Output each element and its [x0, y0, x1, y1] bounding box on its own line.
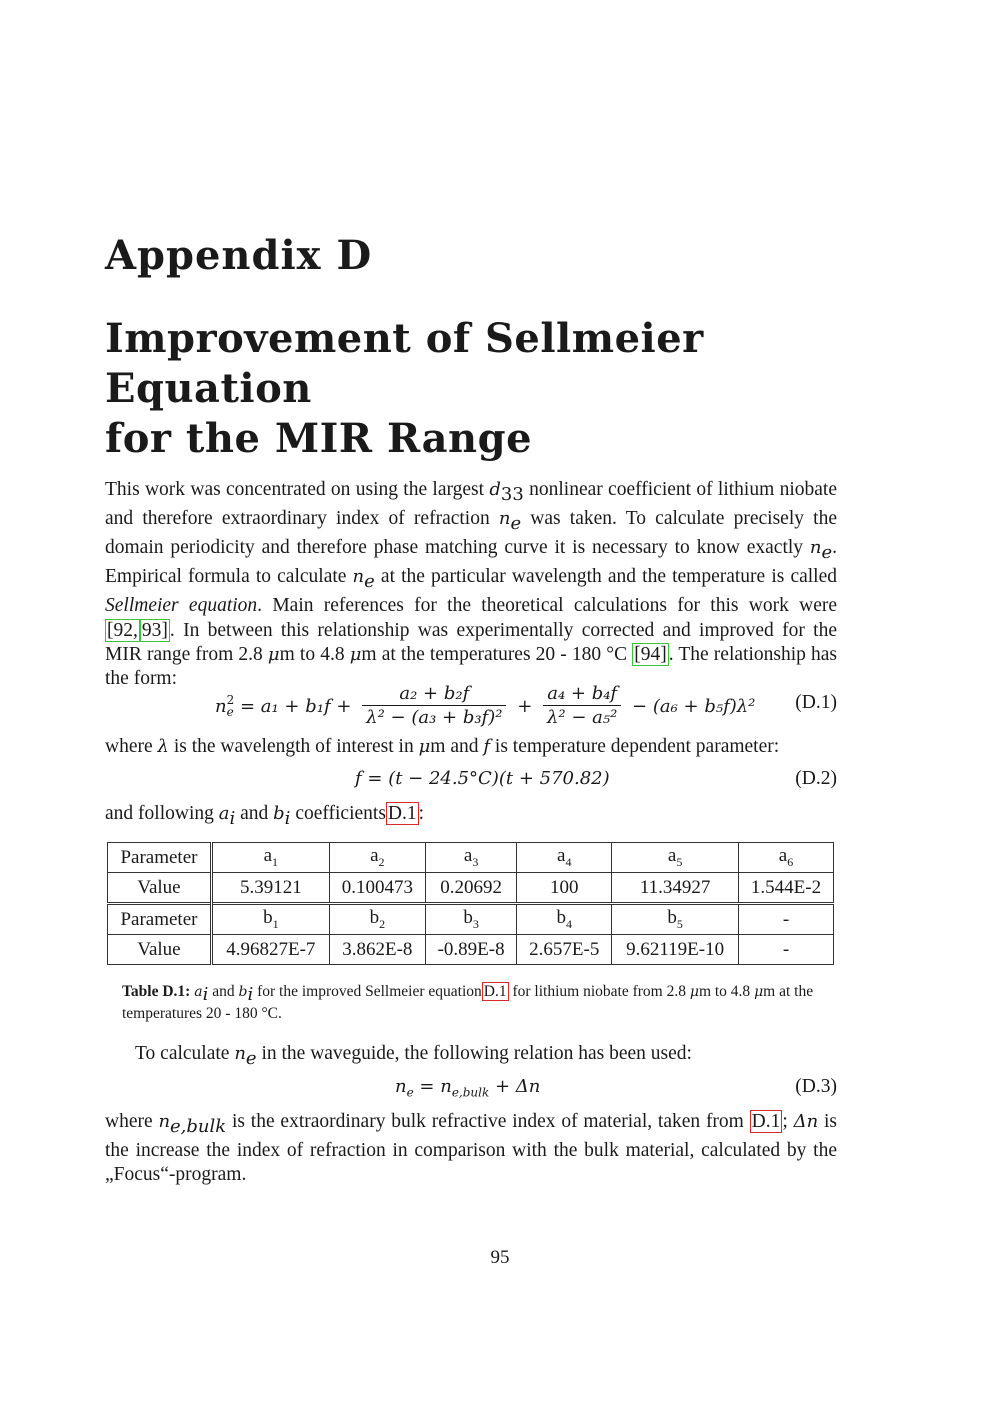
citation-93[interactable]: 93]: [141, 619, 168, 641]
table-caption: Table D.1: $a_i$ and $b_i$ for the improved Sellmeier equation D.1 for lithium niobate from 2.8 μm to 4.8 μm at the temperatures 20 - 180 °C.: [122, 983, 814, 1023]
bulk-index-paragraph: where $n_{e,bulk}$ is the extraordinary bulk refractive index of material, taken from D.1 ; Δn is the increase the index of refraction in comparison with the bulk material, calculated by the „Focus“-program.: [105, 1111, 837, 1186]
page-number: 95: [490, 1247, 510, 1268]
table-row: Value 5.39121 0.100473 0.20692 100 11.34927 1.544E-2: [108, 873, 834, 904]
table-reference[interactable]: D.1: [751, 1111, 781, 1132]
equation-d2: f = (t − 24.5°C)(t + 570.82) (D.2): [355, 768, 837, 789]
fraction-2: $\frac{\text{a₄ + b₄f}}{\text{λ² − a₅²}}$: [543, 683, 621, 730]
following-line: and following $a_i$ and $b_i$ coefficients D.1 :: [105, 803, 425, 829]
equation-number: (D.3): [795, 1076, 837, 1097]
fraction-1: $\frac{\text{a₂ + b₂f}}{\text{λ² − (a₃ + b₃f)²}}$: [362, 683, 506, 730]
equation-number: (D.1): [795, 692, 837, 713]
chapter-title: [105, 314, 885, 464]
intro-paragraph: This work was concentrated on using the largest $d_{33}$ nonlinear coefficient of lithium niobate and therefore extraordinary index of refraction $n_e$ was taken. To calculate precisely the domain periodicity and therefore phase matching curve it is necessary to know exactly $n_e$. Empirical formula to calculate $n_e$ at the particular wavelength and the temperature is called Sellmeier equation. Main references for the theoretical calculations for this work were [92, 93] . In between this relationship was experimentally corrected and improved for the MIR range from 2.8 μm to 4.8 μm at the temperatures 20 - 180 °C [94] . The relationship has the form:: [105, 479, 837, 689]
equation-number: (D.2): [795, 768, 837, 789]
equation-d1: n 2 e = a₁ + b₁f + $\frac{\text{a₂ + b₂f}}{\text{λ² − (a₃ + b₃f)²}}$ + $\frac{\text{a₄ + b₄f}}{\text{λ² − a₅²}}$ − (a₆ + b₅f)λ² (D.1): [215, 682, 837, 728]
equation-reference[interactable]: D.1: [483, 983, 507, 1000]
appendix-label: Appendix D: [105, 232, 373, 279]
citation-92[interactable]: [92,: [107, 619, 138, 641]
citation-94[interactable]: [94]: [634, 643, 667, 665]
table-row: Parameter $a_1$ $a_2$ $a_3$ $a_4$ $a_5$ $a_6$: [108, 843, 834, 873]
table-row: Parameter $b_1$ $b_2$ $b_3$ $b_4$ $b_5$ -: [108, 904, 834, 935]
sellmeier-term: Sellmeier equation: [105, 595, 258, 617]
chapter-title-line2: for the MIR Range: [105, 415, 533, 462]
coefficient-table: [107, 842, 834, 965]
chapter-title-line1: Improvement of Sellmeier Equation: [105, 315, 704, 412]
table-row: Value 4.96827E-7 3.862E-8 -0.89E-8 2.657E-5 9.62119E-10 -: [108, 935, 834, 965]
waveguide-paragraph: To calculate $n_e$ in the waveguide, the following relation has been used:: [135, 1043, 692, 1069]
table-reference[interactable]: D.1: [387, 803, 417, 824]
equation-d3: $n_e = n_{e,bulk} + \Delta n$ (D.3): [395, 1076, 837, 1100]
where-line: where λ is the wavelength of interest in μm and f is temperature dependent parameter:: [105, 736, 780, 757]
